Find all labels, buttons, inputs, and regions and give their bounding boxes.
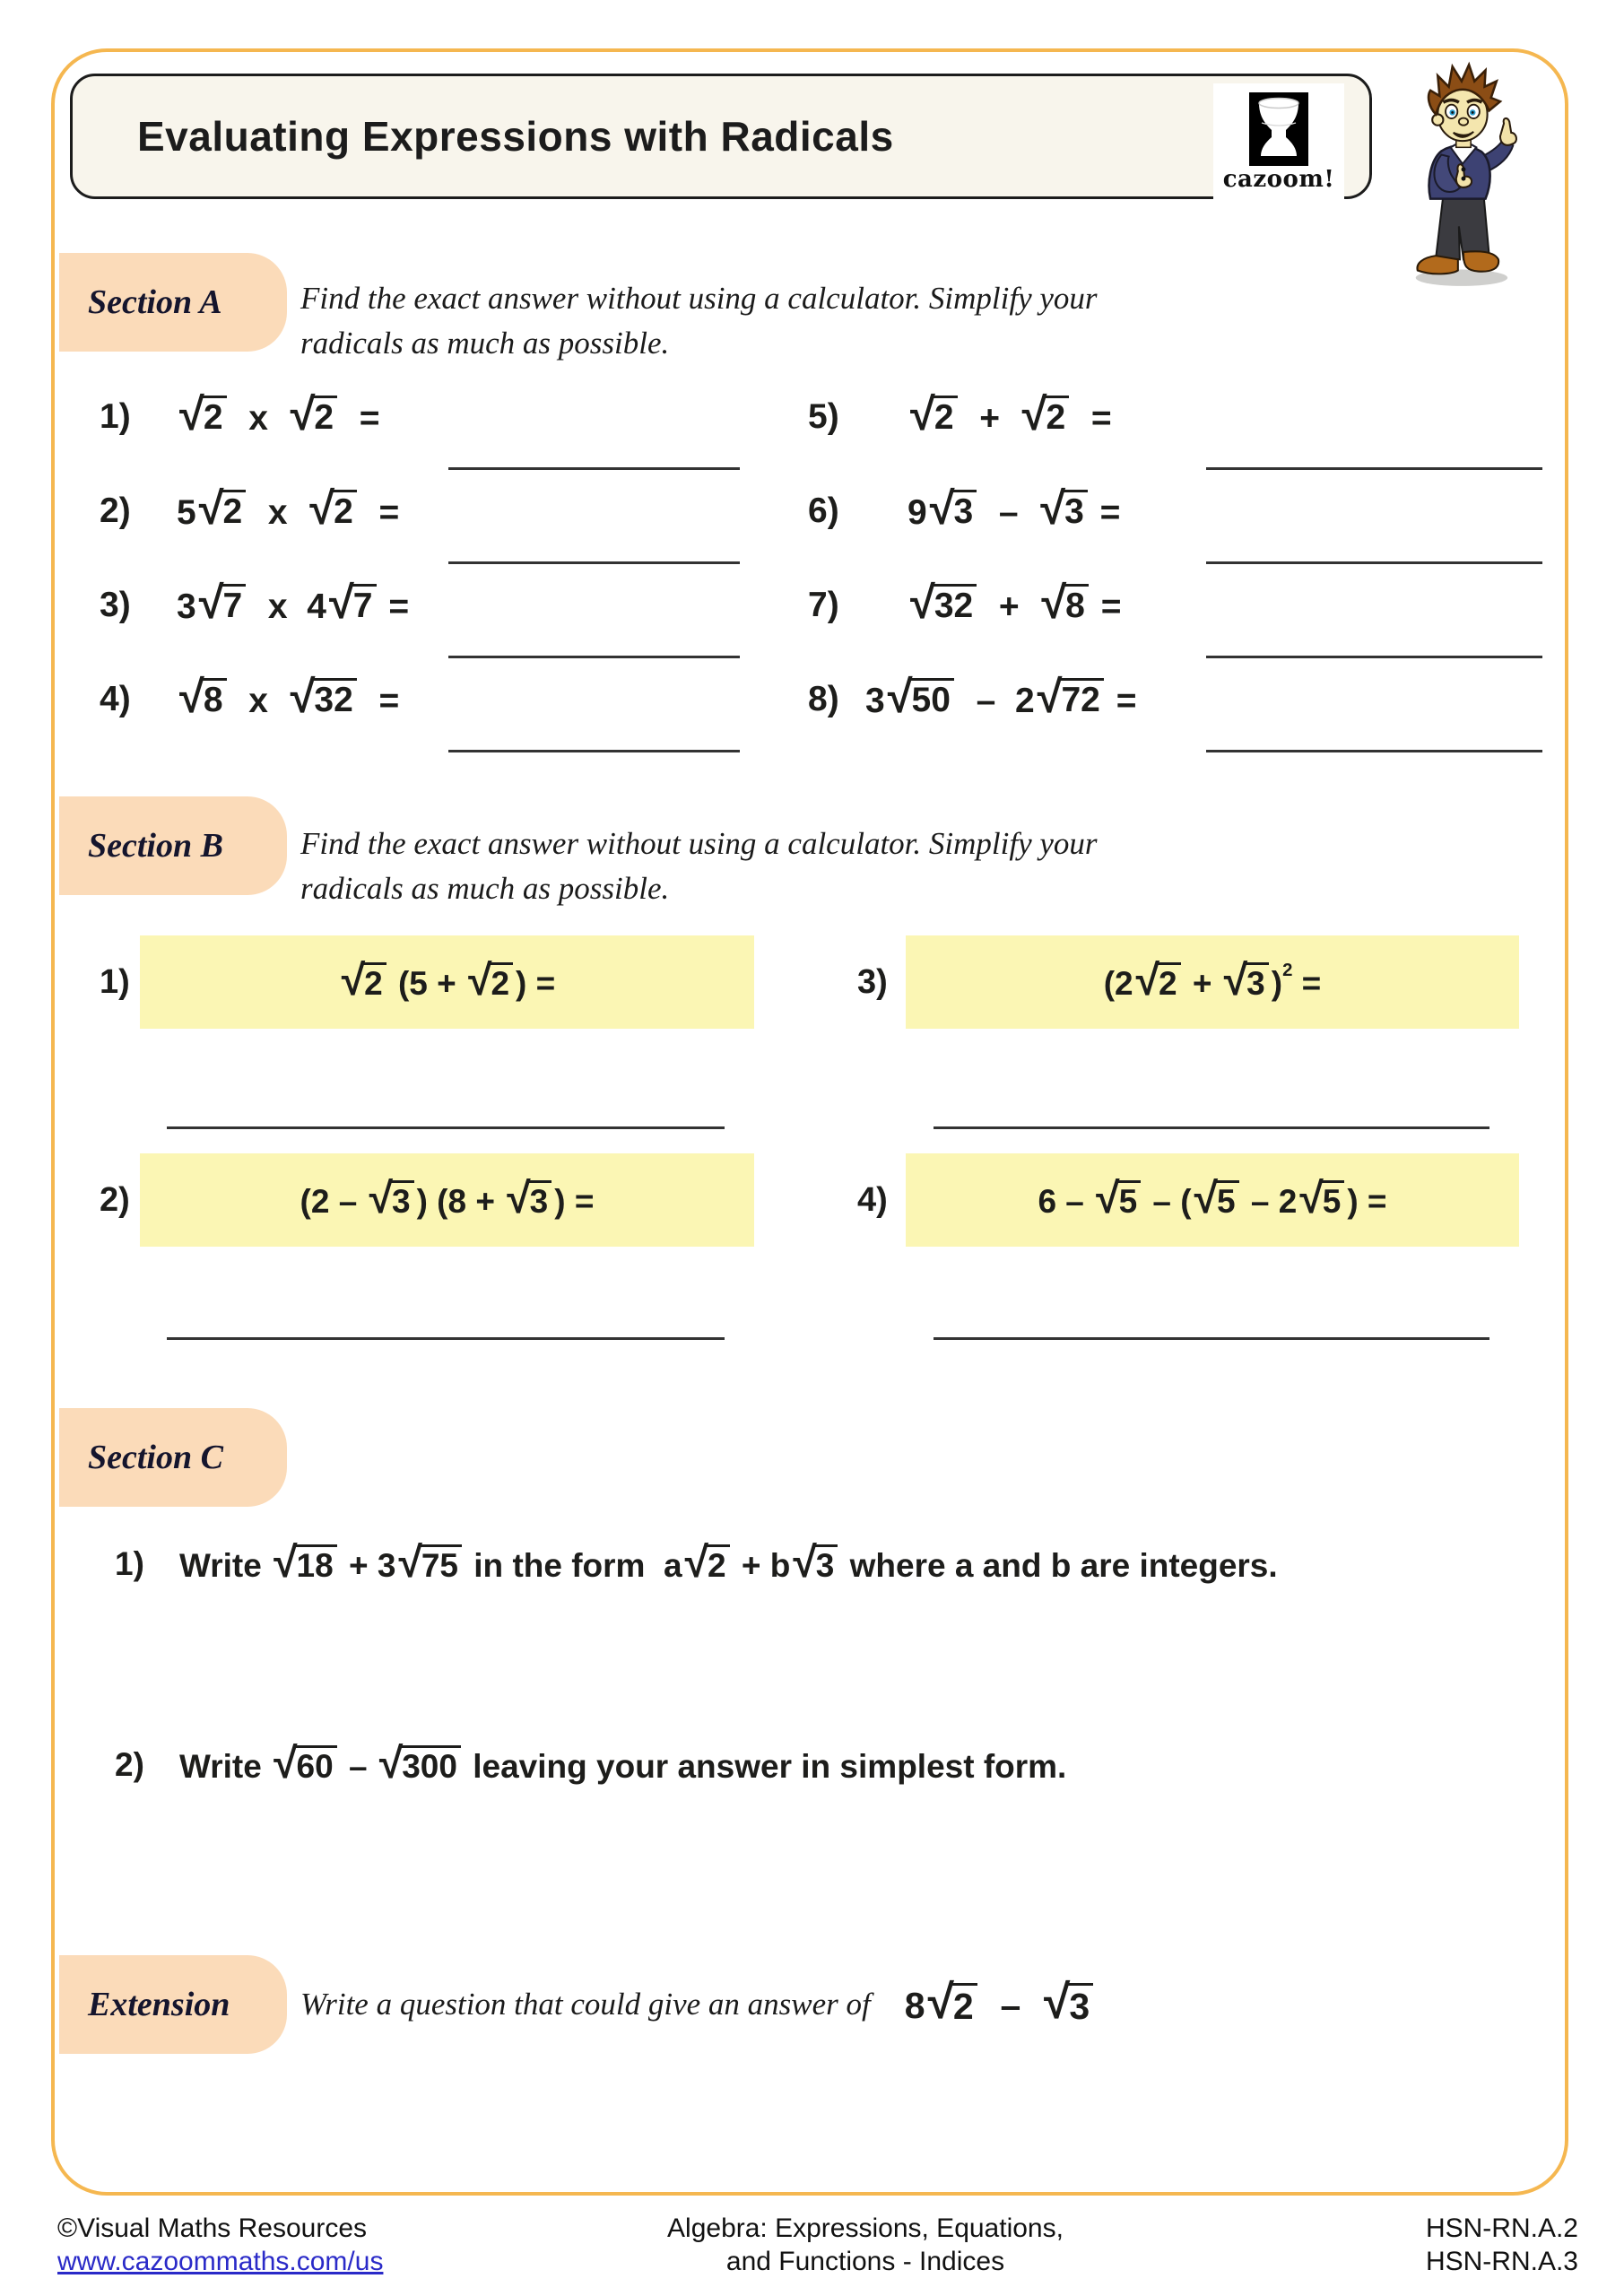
extension-label: Extension	[59, 1955, 287, 2054]
radical: √ 2	[928, 1983, 977, 2026]
problem-b3-number: 3)	[857, 962, 888, 1001]
problem-expression: √ 32 + √ 8 =	[910, 577, 1122, 628]
radical: √ 8	[179, 678, 227, 719]
answer-line-a5	[1206, 467, 1542, 470]
answer-line-b1	[167, 1126, 725, 1129]
problem-expression: 5 √ 2 x √ 2 =	[177, 483, 400, 534]
problem-a8: 8) 3 √ 50 – 2 √ 72 =	[808, 671, 1137, 722]
radical: √ 2	[309, 490, 357, 531]
problem-expression: √ 2 x √ 2 =	[179, 388, 380, 439]
radical: √ 3	[1040, 490, 1088, 531]
radical: √ 2	[910, 396, 958, 437]
copyright-text: ©Visual Maths Resources	[57, 2213, 368, 2243]
problem-expression: √ 2 (5 + √ 2 ) =	[341, 955, 556, 1004]
radical: √ 7	[199, 584, 247, 625]
answer-line-b4	[934, 1337, 1489, 1340]
extension-expression: 8 √ 2 – √ 3	[905, 1983, 1096, 2027]
radical: √ 5	[1299, 1180, 1344, 1220]
answer-line-a6	[1206, 561, 1542, 564]
answer-line-a1	[448, 467, 740, 470]
section-b-label: Section B	[59, 796, 287, 895]
extension-task	[300, 1972, 1096, 2037]
problem-expression: 3 √ 7 x 4 √ 7 =	[177, 577, 410, 628]
problem-a5: 5) √ 2 + √ 2 =	[808, 388, 1112, 439]
section-a-label: Section A	[59, 253, 287, 352]
radical: √ 50	[888, 678, 954, 719]
radical: √ 3	[369, 1180, 414, 1220]
cazoom-logo	[1213, 83, 1344, 200]
subject-line-2: and Functions - Indices	[725, 2247, 1005, 2276]
radical: √ 72	[1038, 678, 1104, 719]
radical: √ 5	[1096, 1180, 1141, 1220]
radical: √ 32	[910, 584, 977, 625]
logo-wordmark: cazoom!	[1222, 166, 1335, 193]
standard-code-2: HSN-RN.A.3	[1425, 2247, 1578, 2276]
problem-expression: √ 2 + √ 2 =	[910, 388, 1112, 439]
radical: √ 3	[930, 490, 977, 531]
radical: √ 2	[1136, 962, 1181, 1002]
problem-a2: 2) 5 √ 2 x √ 2 =	[100, 483, 400, 534]
answer-line-b2	[167, 1337, 725, 1340]
radical: √ 2	[179, 396, 227, 437]
problem-b1-highlight	[140, 935, 754, 1029]
problem-expression: 9 √ 3 – √ 3 =	[908, 483, 1121, 534]
section-b-instructions: Find the exact answer without using a calculator. Simplify your radicals as much as possible.	[300, 826, 1098, 906]
radical: √ 5	[1194, 1180, 1239, 1220]
problem-a1: 1) √ 2 x √ 2 =	[100, 388, 380, 439]
extension-text: Write a question that could give an answer of	[300, 1987, 871, 2022]
radical: √ 300	[379, 1745, 461, 1785]
problem-b4-highlight	[906, 1153, 1519, 1247]
problem-expression: Write √ 60 – √ 300 leaving your answer in simplest form.	[179, 1738, 1067, 1787]
radical: √ 2	[468, 962, 513, 1002]
problem-expression: (2 – √ 3 ) (8 + √ 3 ) =	[300, 1173, 595, 1222]
subject-line-1: Algebra: Expressions, Equations,	[667, 2213, 1064, 2243]
section-c-label: Section C	[59, 1408, 287, 1507]
radical: √ 3	[793, 1544, 838, 1584]
radical: √ 18	[274, 1544, 337, 1584]
footer-left	[57, 2212, 383, 2278]
answer-line-a3	[448, 656, 740, 658]
mascot-boy-illustration	[1402, 59, 1527, 289]
radical: √ 3	[507, 1180, 551, 1220]
radical: √ 60	[274, 1745, 337, 1785]
problem-expression: 6 – √ 5 – ( √ 5 – 2 √ 5 ) =	[1038, 1173, 1387, 1222]
title-box	[70, 74, 1372, 199]
standard-code-1: HSN-RN.A.2	[1425, 2213, 1578, 2243]
problem-b3-highlight	[906, 935, 1519, 1029]
drum-icon	[1249, 92, 1308, 166]
website-link[interactable]: www.cazoommaths.com/us	[57, 2247, 384, 2276]
problem-a3: 3) 3 √ 7 x 4 √ 7 =	[100, 577, 410, 628]
problem-expression: √ 8 x √ 32 =	[179, 671, 400, 722]
problem-c1: 1) Write √ 18 + 3 √ 75 in the form a √ 2 + b √ 3 where a and b are integers.	[115, 1537, 1278, 1587]
page-border	[51, 48, 1568, 2196]
problem-expression: Write √ 18 + 3 √ 75 in the form a √ 2 + b √ 3 where a and b are integers.	[179, 1537, 1278, 1587]
radical: √ 2	[199, 490, 247, 531]
footer-center	[574, 2212, 1157, 2278]
problem-b4-number: 4)	[857, 1180, 888, 1219]
problem-expression: 3 √ 50 – 2 √ 72 =	[865, 671, 1137, 722]
radical: √ 2	[1022, 396, 1070, 437]
problem-c2: 2) Write √ 60 – √ 300 leaving your answer in simplest form.	[115, 1738, 1067, 1787]
problem-b1-number: 1)	[100, 962, 130, 1001]
radical: √ 2	[685, 1544, 730, 1584]
radical: √ 7	[329, 584, 377, 625]
page-title: Evaluating Expressions with Radicals	[137, 113, 894, 160]
footer-right	[1300, 2212, 1578, 2278]
section-a-instructions: Find the exact answer without using a calculator. Simplify your radicals as much as possible.	[300, 281, 1098, 361]
answer-line-a4	[448, 750, 740, 752]
radical: √ 3	[1044, 1983, 1093, 2026]
problem-b2-highlight	[140, 1153, 754, 1247]
radical: √ 75	[398, 1544, 462, 1584]
answer-line-b3	[934, 1126, 1489, 1129]
answer-line-a2	[448, 561, 740, 564]
problem-expression: (2 √ 2 + √ 3 )$^2$ =	[1103, 955, 1322, 1004]
problem-a6: 6) 9 √ 3 – √ 3 =	[808, 483, 1121, 534]
radical: √ 2	[342, 962, 386, 1002]
radical: √ 3	[1224, 962, 1269, 1002]
answer-line-a8	[1206, 750, 1542, 752]
answer-line-a7	[1206, 656, 1542, 658]
radical: √ 2	[291, 396, 338, 437]
radical: √ 32	[291, 678, 357, 719]
radical: √ 8	[1041, 584, 1089, 625]
problem-a7: 7) √ 32 + √ 8 =	[808, 577, 1122, 628]
problem-a4: 4) √ 8 x √ 32 =	[100, 671, 400, 722]
problem-b2-number: 2)	[100, 1180, 130, 1219]
